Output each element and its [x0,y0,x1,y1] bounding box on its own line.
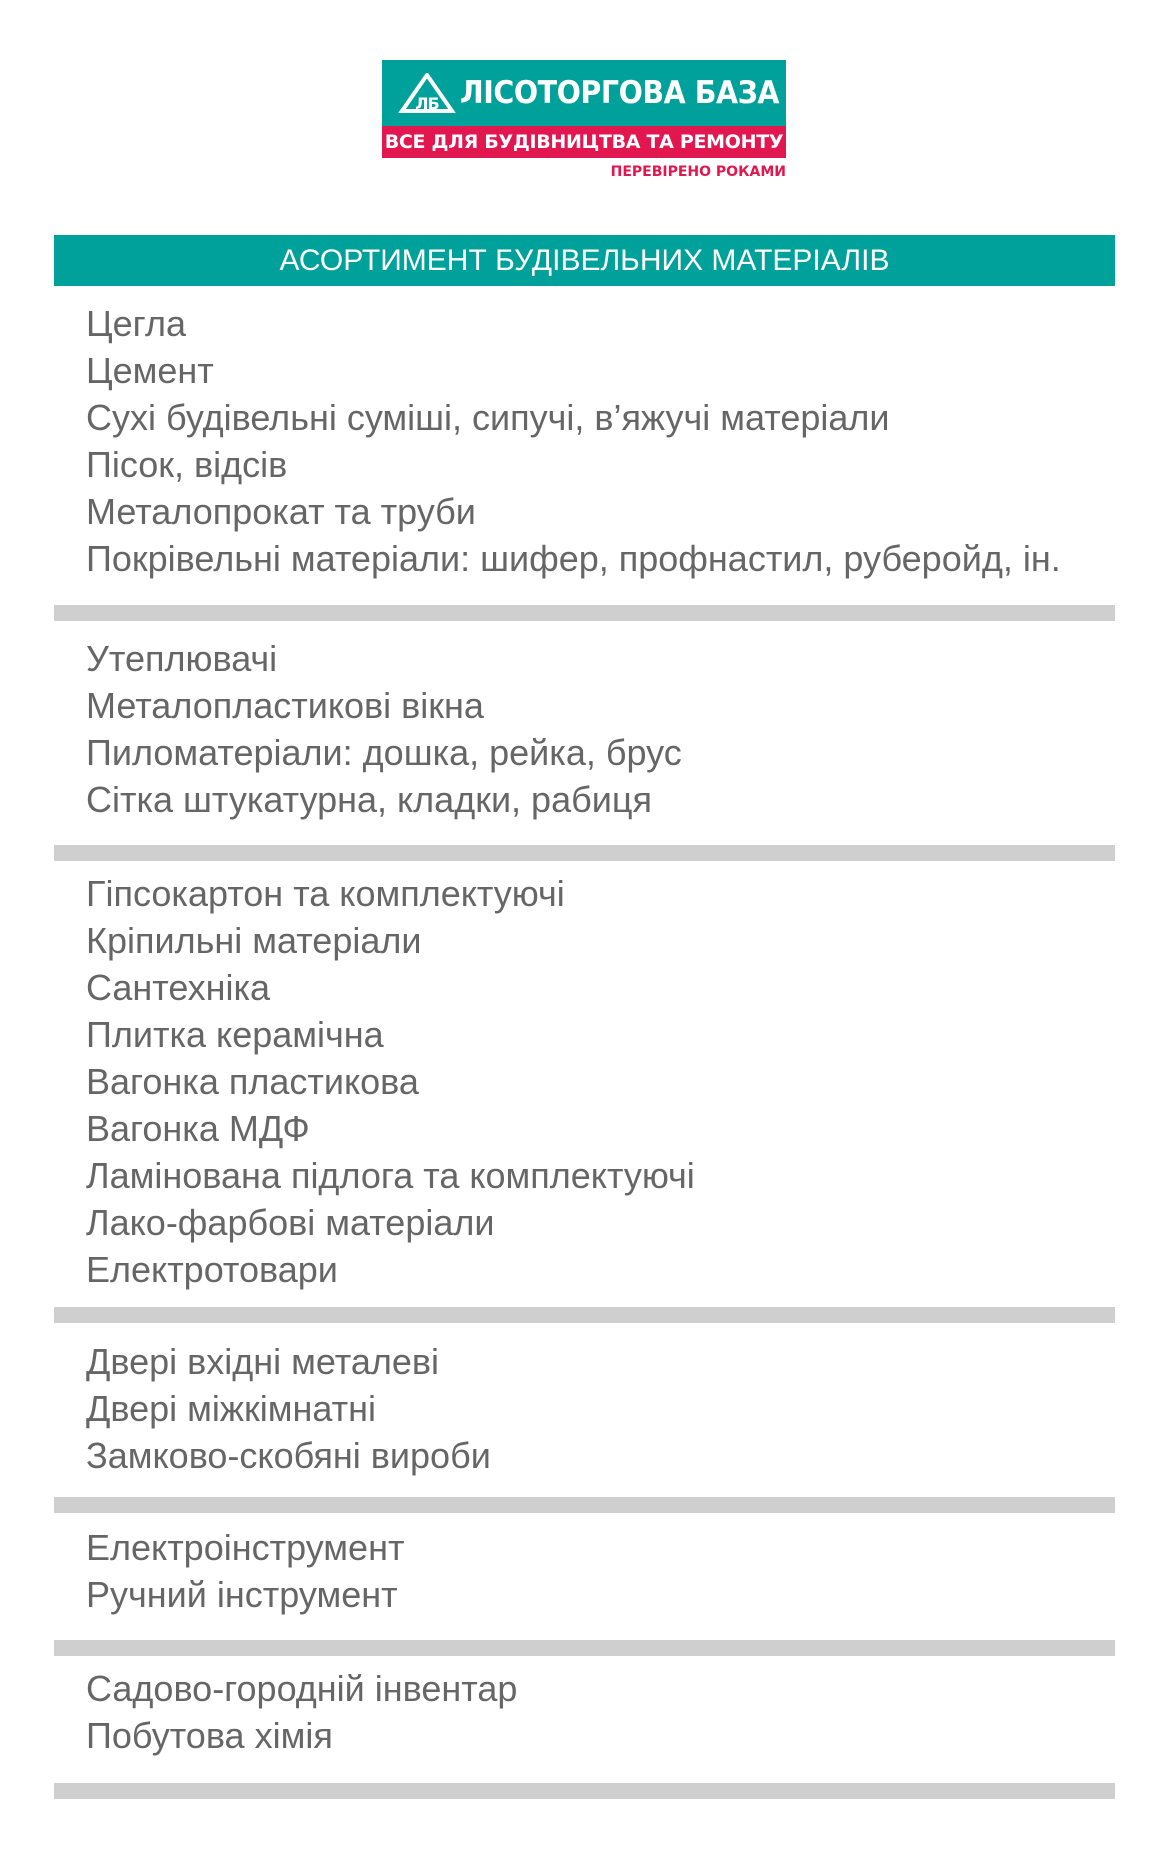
logo-company-name: ЛІСОТОРГОВА БАЗА [460,75,780,111]
section-divider [54,1783,1115,1799]
list-item: Ламінована підлога та комплектуючі [86,1155,695,1196]
list-item: Двері міжкімнатні [86,1388,376,1429]
list-item: Цемент [86,350,214,391]
list-item: Замково-скобяні вироби [86,1435,491,1476]
list-item: Покрівельні матеріали: шифер, профнастил, руберойд, ін. [86,538,1061,579]
item-list [54,635,1115,823]
assortment-title-bar: АСОРТИМЕНТ БУДІВЕЛЬНИХ МАТЕРІАЛІВ [54,235,1115,286]
list-item: Металопрокат та труби [86,491,476,532]
section-divider [54,1307,1115,1323]
list-item: Пісок, відсів [86,444,288,485]
list-item: Електротовари [86,1249,338,1290]
logo-slogan: ПЕРЕВІРЕНО РОКАМИ [610,164,786,180]
list-item: Утеплювачі [86,638,278,679]
company-logo [382,60,786,180]
section-divider [54,845,1115,861]
list-item: Електроінструмент [86,1527,405,1568]
section-divider [54,1640,1115,1656]
svg-text:ЛБ: ЛБ [415,94,439,113]
list-item: Ручний інструмент [86,1574,398,1615]
list-item: Сухі будівельні суміші, сипучі, в’яжучі матеріали [86,397,890,438]
section-divider [54,1497,1115,1513]
logo-top-band [382,60,786,126]
list-item: Кріпильні матеріали [86,920,422,961]
section-building-basics [54,300,1115,582]
list-item: Побутова хімія [86,1715,333,1756]
section-divider [54,605,1115,621]
list-item: Сантехніка [86,967,271,1008]
list-item: Лако-фарбові матеріали [86,1202,495,1243]
section-tools [54,1524,1115,1618]
list-item: Плитка керамічна [86,1014,384,1055]
item-list [54,1338,1115,1479]
section-doors [54,1338,1115,1479]
item-list [54,1665,1115,1759]
list-item: Гіпсокартон та комплектуючі [86,873,565,914]
list-item: Сітка штукатурна, кладки, рабиця [86,779,652,820]
list-item: Металопластикові вікна [86,685,484,726]
list-item: Садово-городній інвентар [86,1668,518,1709]
section-interior-finishing [54,870,1115,1293]
list-item: Вагонка МДФ [86,1108,310,1149]
section-insulation-windows [54,635,1115,823]
item-list [54,870,1115,1293]
section-garden-household [54,1665,1115,1759]
logo-tagline-band: ВСЕ ДЛЯ БУДІВНИЦТВА ТА РЕМОНТУ [382,126,786,158]
item-list [54,300,1115,582]
list-item: Вагонка пластикова [86,1061,419,1102]
logo-mark-icon [398,73,456,113]
item-list [54,1524,1115,1618]
list-item: Двері вхідні металеві [86,1341,439,1382]
list-item: Пиломатеріали: дошка, рейка, брус [86,732,682,773]
list-item: Цегла [86,303,187,344]
